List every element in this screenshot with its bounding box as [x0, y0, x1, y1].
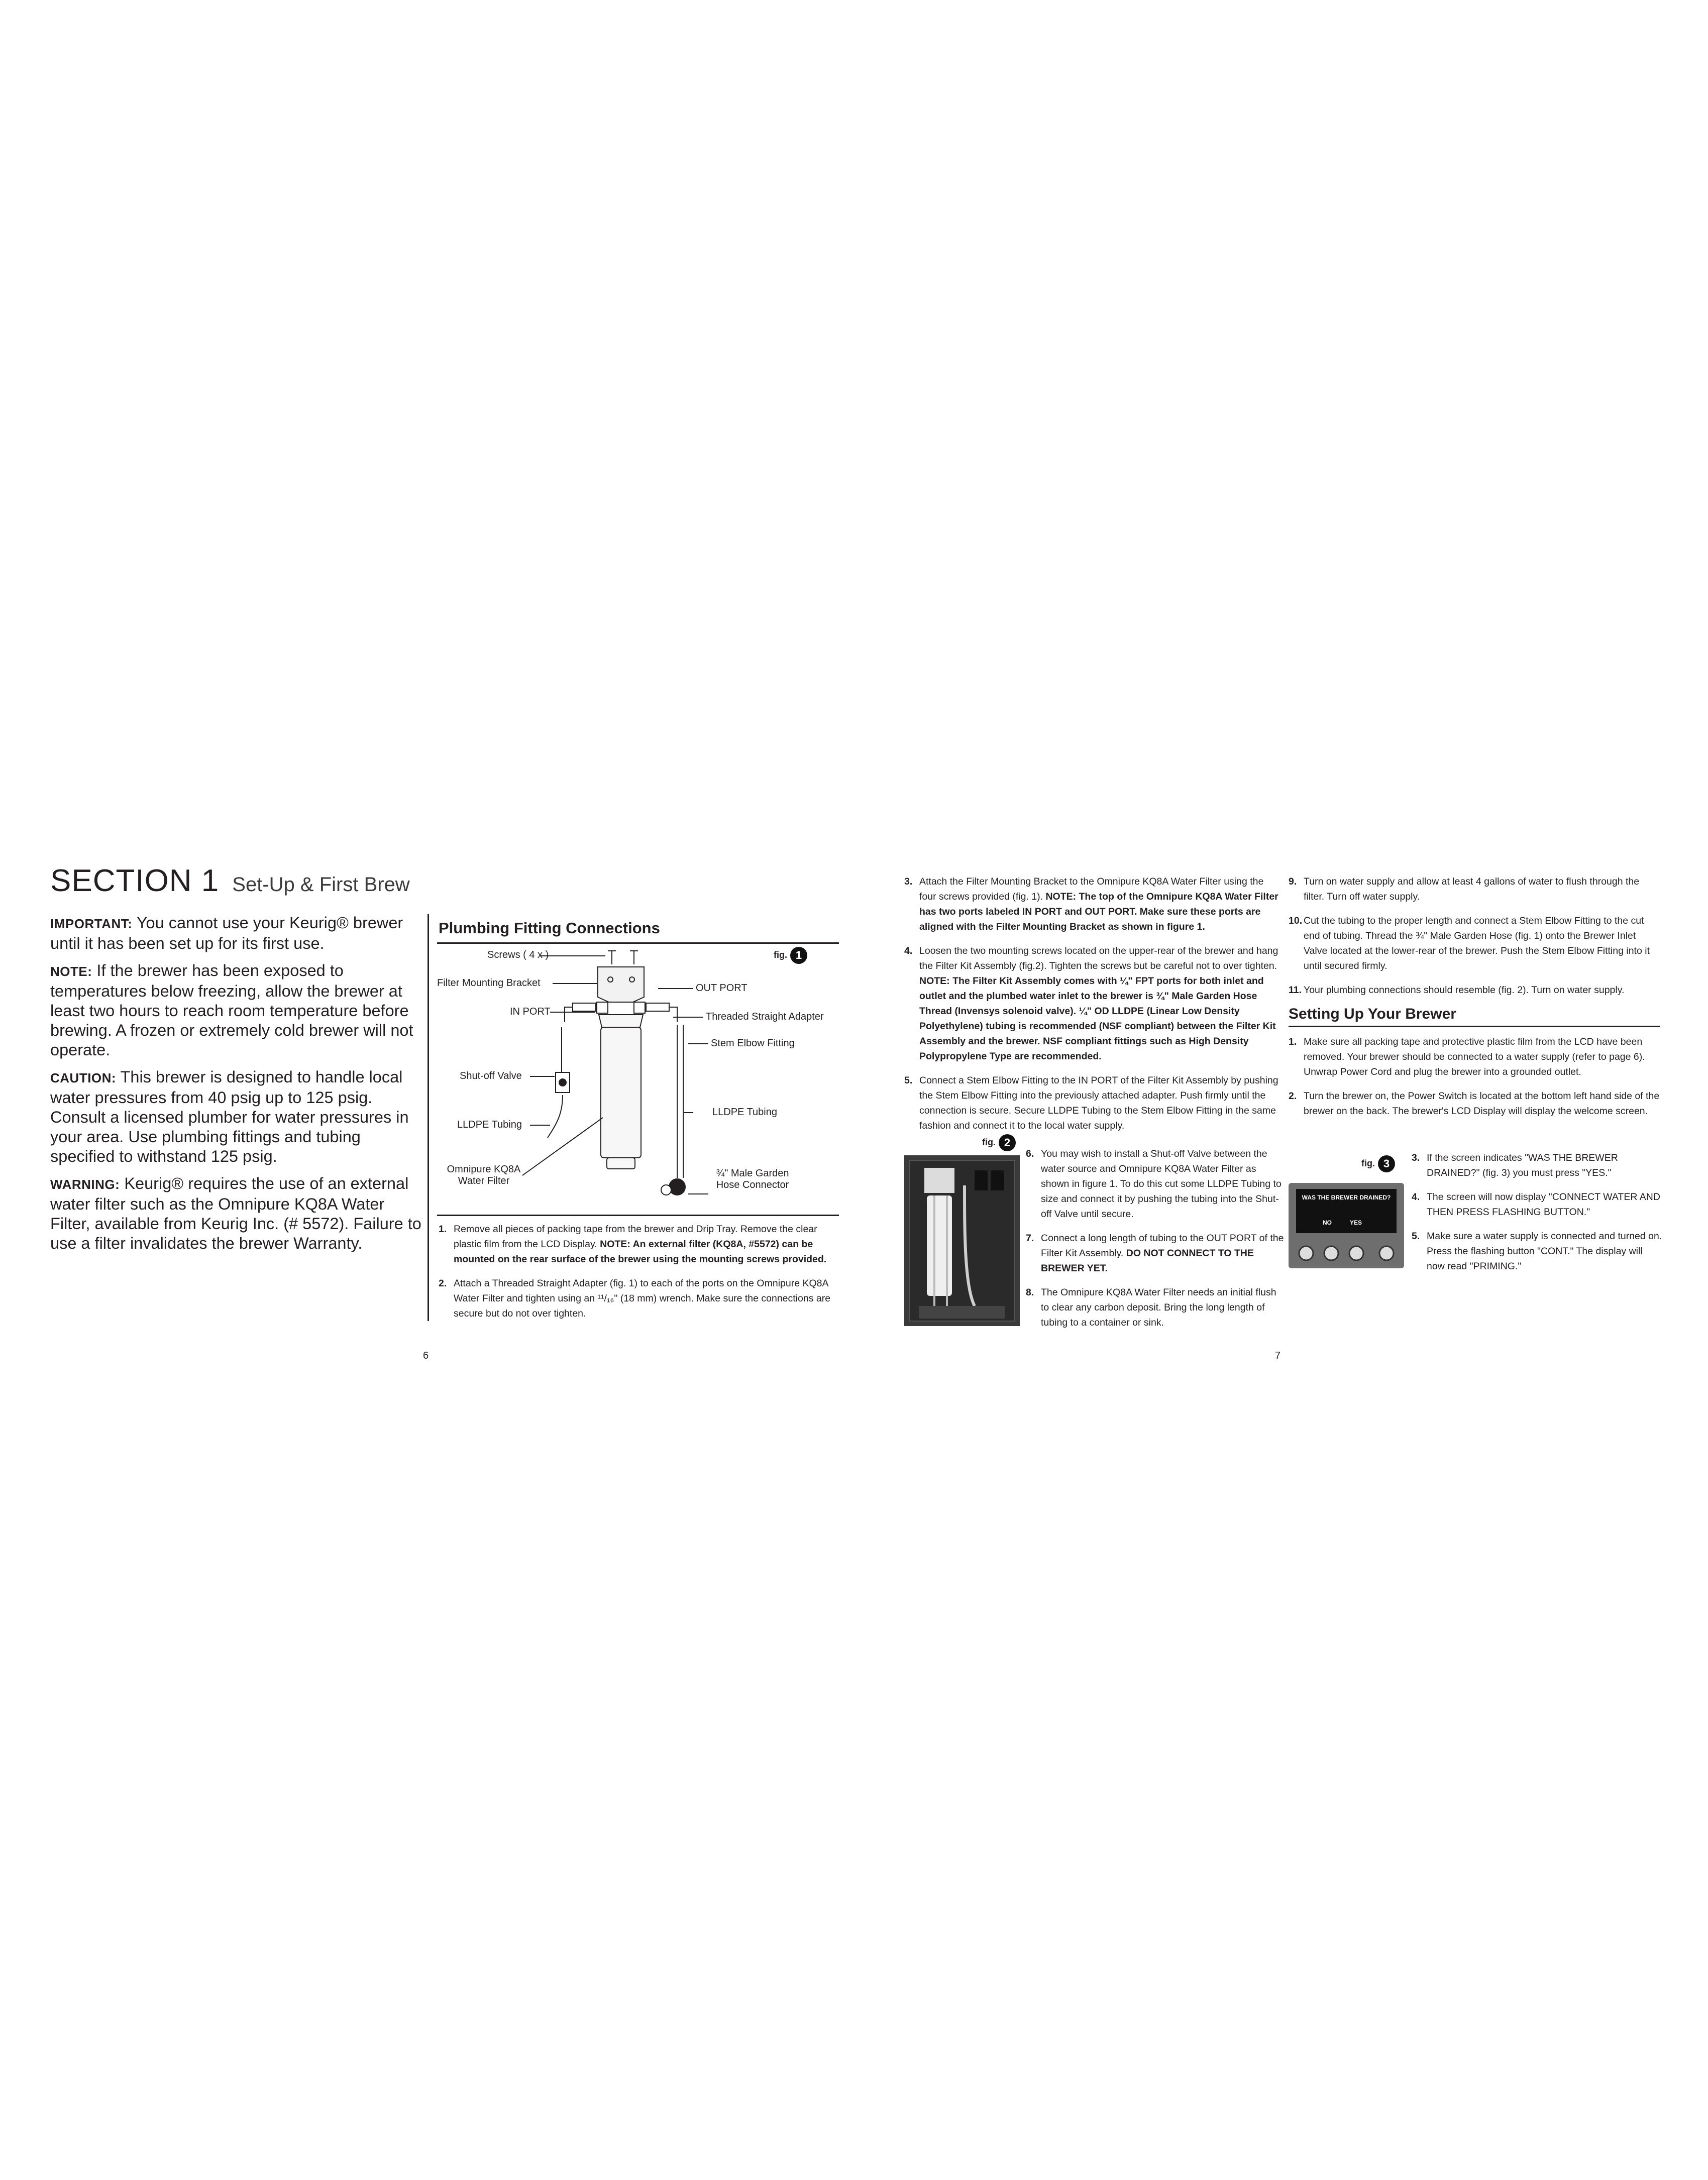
step-number: 5. — [1412, 1231, 1420, 1242]
step-number: 11. — [1289, 985, 1302, 996]
setup-heading: Setting Up Your Brewer — [1289, 1006, 1456, 1022]
step-number: 8. — [1026, 1287, 1034, 1298]
instruction-step — [904, 943, 1281, 1064]
step-number: 4. — [904, 945, 913, 956]
step-text: The screen will now display "CONNECT WATER AND THEN PRESS FLASHING BUTTON." — [1427, 1191, 1660, 1218]
step-text: Attach a Threaded Straight Adapter (fig. 1) to each of the ports on the Omnipure KQ8A Water Filter and tighten using an ¹¹/₁₆" (18 mm) wrench. Make sure the connections are secure but do not over tighten. — [454, 1278, 831, 1319]
step-text: Your plumbing connections should resemble (fig. 2). Turn on water supply. — [1304, 985, 1625, 996]
instruction-step — [1289, 1088, 1660, 1119]
instruction-step — [1412, 1229, 1663, 1274]
step-bold-note: NOTE: The top of the Omnipure KQ8A Water Filter has two ports labeled IN PORT and OUT PORT. Make sure these ports are aligned with the Filter Mounting Bracket as shown in figure 1. — [919, 891, 1278, 932]
step-text: The Omnipure KQ8A Water Filter needs an initial flush to clear any carbon deposit. Bring the long length of tubing to a container or sink. — [1041, 1287, 1276, 1328]
section-subtitle: Set-Up & First Brew — [232, 874, 410, 896]
section-title — [50, 863, 410, 899]
section-number: SECTION 1 — [50, 863, 220, 898]
step-text: Loosen the two mounting screws located on the upper-rear of the brewer and hang the Filter Kit Assembly (fig.2). Tighten the screws but be careful not to over tighten. — [919, 945, 1278, 971]
important-note: IMPORTANT: You cannot use your Keurig® brewer until it has been set up for its first use. — [50, 914, 403, 952]
bracket-label: Filter Mounting Bracket — [437, 977, 541, 989]
warning-note: WARNING: Keurig® requires the use of an external water filter such as the Omnipure KQ8A Water Filter, available from Keurig Inc. (# 5572). Failure to use a filter invalidates the brewer Warranty. — [50, 1174, 421, 1252]
fig3-tag: fig. 3 — [1361, 1155, 1395, 1172]
shutoff-label: Shut-off Valve — [460, 1070, 522, 1081]
step-bold-note: DO NOT CONNECT TO THE BREWER YET. — [1041, 1248, 1254, 1274]
fig1-tag: fig. 1 — [774, 947, 807, 964]
lcd-no-option: NO — [1323, 1219, 1332, 1226]
setup-heading-rule — [1289, 1026, 1660, 1027]
lldpe-left-label: LLDPE Tubing — [457, 1119, 522, 1130]
fig2-tag: fig. 2 — [982, 1134, 1016, 1151]
step-number: 3. — [904, 876, 913, 887]
instruction-step — [1289, 1034, 1660, 1079]
instruction-step — [1026, 1146, 1287, 1222]
step-number: 3. — [1412, 1152, 1420, 1163]
right-steps — [1289, 874, 1660, 1128]
freezing-note: NOTE: If the brewer has been exposed to temperatures below freezing, allow the brewer at least two hours to reach room temperature before brewing. A frozen or extremely cold brewer will not operate. — [50, 961, 413, 1059]
hose-connector-label: ¾" Male Garden Hose Connector — [716, 1168, 789, 1190]
step-text: If the screen indicates "WAS THE BREWER DRAINED?" (fig. 3) you must press "YES." — [1427, 1152, 1618, 1178]
instruction-step — [1289, 983, 1660, 998]
instruction-step — [904, 1073, 1281, 1133]
figure-heading: Plumbing Fitting Connections — [439, 919, 660, 937]
instruction-step — [1412, 1150, 1663, 1180]
adapter-label: Threaded Straight Adapter — [706, 1011, 824, 1022]
fig3-lcd-display — [1289, 1183, 1404, 1268]
stem-elbow-label: Stem Elbow Fitting — [711, 1038, 795, 1049]
step-text: Cut the tubing to the proper length and connect a Stem Elbow Fitting to the cut end of tubing. Thread the ¾" Male Garden Hose (fig. 1) onto the Brewer Inlet Valve located at the lower-rear of the brewer. Push the Stem Elbow Fitting into it until secured firmly. — [1304, 915, 1650, 971]
step-text: Turn on water supply and allow at least 4 gallons of water to flush through the filter. Turn off water supply. — [1304, 876, 1640, 902]
instruction-step — [1412, 1189, 1663, 1220]
lcd-screen-text: WAS THE BREWER DRAINED? — [1302, 1194, 1391, 1201]
instruction-step — [1026, 1231, 1287, 1276]
heading-rule — [437, 942, 839, 944]
lcd-yes-option: YES — [1350, 1219, 1362, 1226]
step-text: Remove all pieces of packing tape from the brewer and Drip Tray. Remove the clear plastic film from the LCD Display. — [454, 1224, 817, 1250]
step-number: 6. — [1026, 1148, 1034, 1159]
step-number: 2. — [439, 1278, 447, 1289]
out-port-label: OUT PORT — [696, 983, 748, 994]
step-number: 10. — [1289, 915, 1303, 926]
step-number: 5. — [904, 1075, 913, 1086]
lldpe-right-label: LLDPE Tubing — [712, 1107, 777, 1118]
page-number-right: 7 — [1275, 1350, 1281, 1361]
step-number: 9. — [1289, 876, 1297, 887]
step-number: 1. — [1289, 1036, 1297, 1047]
step-text: Turn the brewer on, the Power Switch is located at the bottom left hand side of the brewer on the back. The brewer's LCD Display will display the welcome screen. — [1304, 1091, 1660, 1117]
brewer-rear-illustration — [904, 1155, 1020, 1326]
left-steps — [439, 1222, 840, 1330]
instruction-step — [1289, 913, 1660, 973]
step-number: 2. — [1289, 1091, 1297, 1102]
page-number-left: 6 — [423, 1350, 429, 1361]
step-text: Connect a Stem Elbow Fitting to the IN PORT of the Filter Kit Assembly by pushing the Stem Elbow Fitting into the previously attached adapter. Push firmly until the connection is secure. Secure LLDPE Tubing to the Stem Elbow Fitting in the same fashion and connect it to the local water supply. — [919, 1075, 1278, 1131]
fig3-side-steps — [1412, 1150, 1663, 1283]
in-port-label: IN PORT — [510, 1006, 551, 1017]
fig2-side-steps — [1026, 1146, 1287, 1339]
instruction-step — [1289, 874, 1660, 904]
safety-notes — [50, 913, 424, 1261]
fig2-brewer-rear-photo — [904, 1155, 1020, 1326]
step-number: 1. — [439, 1224, 447, 1235]
step-bold-note: NOTE: An external filter (KQ8A, #5572) can be mounted on the rear surface of the brewer using the mounting screws provided. — [454, 1239, 827, 1265]
step-bold-note: NOTE: The Filter Kit Assembly comes with ¼" FPT ports for both inlet and outlet and the plumbed water inlet to the brewer is ¾" Male Garden Hose Thread (Invensys solenoid valve). ¼" OD LLDPE (Linear Low Density Polyethylene) tubing is recommended (NSF compliant) between the Filter Kit Assembly and the brewer. NSF compliant fittings such as High Density Polypropylene Type are recommended. — [919, 975, 1276, 1062]
screws-label: Screws ( 4 x ) — [487, 949, 549, 960]
instruction-step — [439, 1222, 840, 1267]
screw-icon — [608, 951, 616, 964]
figure-bottom-rule — [437, 1215, 839, 1216]
caution-note: CAUTION: This brewer is designed to handle local water pressures from 40 psig up to 125 psig. Consult a licensed plumber for water pressures in your area. Use plumbing fittings and tubing specified to withstand 125 psig. — [50, 1068, 409, 1165]
instruction-step — [904, 874, 1281, 934]
filter-label: Omnipure KQ8A Water Filter — [447, 1164, 521, 1186]
step-number: 4. — [1412, 1191, 1420, 1203]
instruction-step — [1026, 1285, 1287, 1330]
screw-icon — [630, 951, 638, 964]
instruction-step — [439, 1276, 840, 1321]
step-text: You may wish to install a Shut-off Valve between the water source and Omnipure KQ8A Water Filter as shown in figure 1. To do this cut some LLDPE Tubing to size and connect it by pushing the tubing into the Shut-off Valve until secure. — [1041, 1148, 1282, 1220]
middle-steps — [904, 874, 1281, 1142]
fig1-plumbing-diagram — [437, 947, 839, 1213]
step-number: 7. — [1026, 1233, 1034, 1244]
column-divider — [428, 914, 429, 1321]
step-text: Connect a long length of tubing to the OUT PORT of the Filter Kit Assembly. — [1041, 1233, 1284, 1259]
step-text: Make sure a water supply is connected and turned on. Press the flashing button "CONT." The display will now read "PRIMING." — [1427, 1231, 1662, 1272]
step-text: Make sure all packing tape and protective plastic film from the LCD have been removed. Your brewer should be connected to a water supply (refer to page 6). Unwrap Power Cord and plug the brewer into a grounded outlet. — [1304, 1036, 1645, 1077]
step-text: Attach the Filter Mounting Bracket to the Omnipure KQ8A Water Filter using the four screws provided (fig. 1). — [919, 876, 1264, 902]
